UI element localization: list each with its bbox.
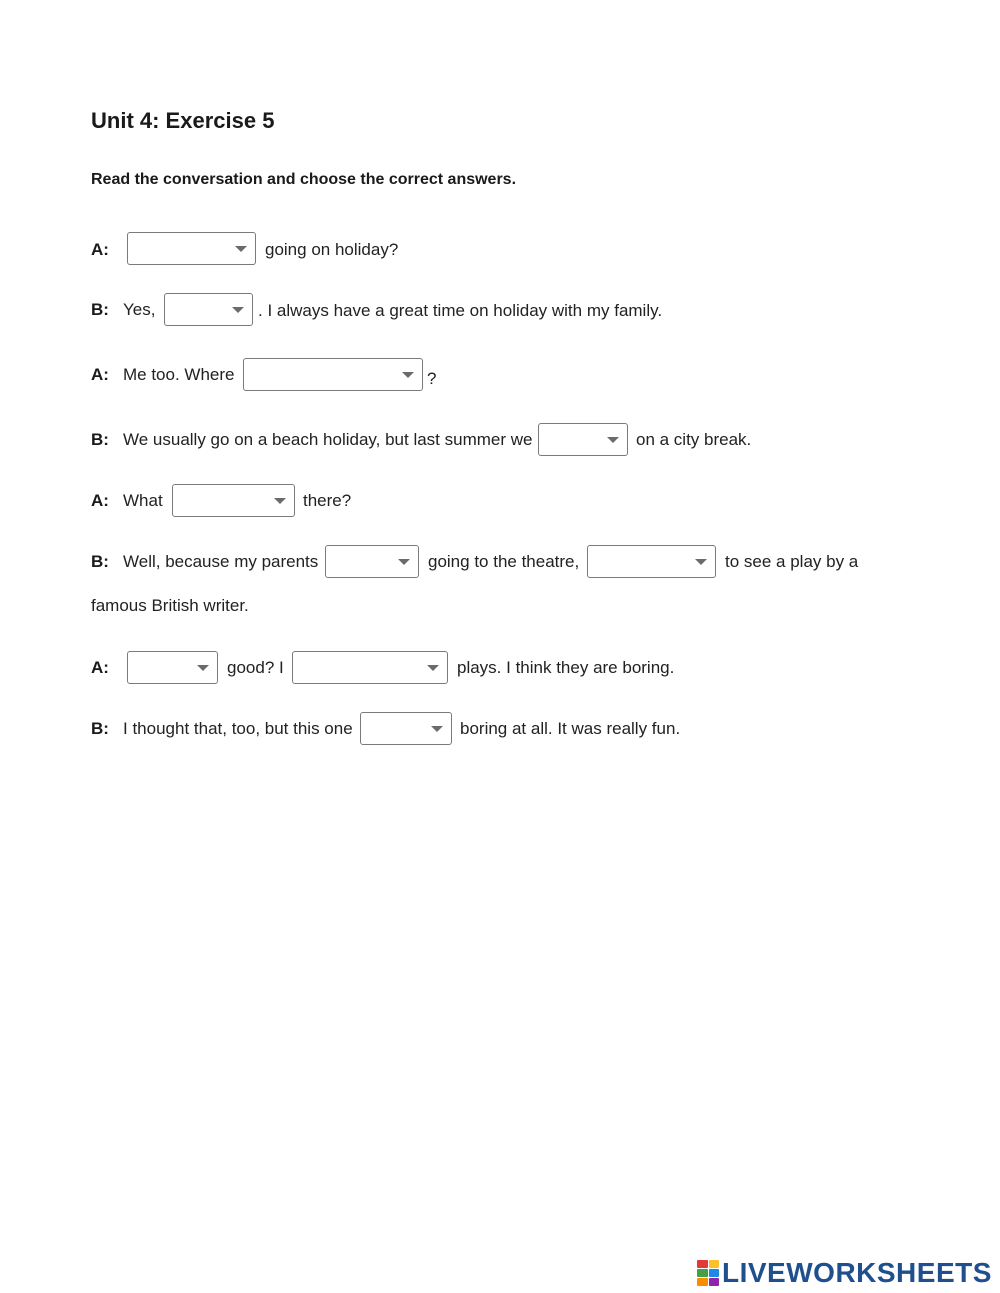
sentence-text: ? — [427, 369, 437, 388]
speaker-label: B: — [91, 300, 109, 319]
speaker-label: A: — [91, 658, 109, 677]
sentence-text: Well, because my parents — [123, 552, 319, 571]
speaker-label: B: — [91, 552, 109, 571]
logo-blocks-icon — [697, 1260, 719, 1286]
chevron-down-icon — [197, 665, 209, 671]
answer-dropdown-1[interactable] — [127, 232, 256, 265]
answer-dropdown-6[interactable] — [325, 545, 419, 578]
sentence-text: there? — [303, 491, 352, 510]
sentence-text: We usually go on a beach holiday, but last summer we — [123, 430, 533, 449]
speaker-label: A: — [91, 365, 109, 384]
sentence-text: plays. I think they are boring. — [457, 658, 675, 677]
sentence-text: going to the theatre, — [428, 552, 580, 571]
sentence-text: Yes, — [123, 300, 156, 319]
exercise-instructions: Read the conversation and choose the correct answers. — [91, 171, 517, 188]
chevron-down-icon — [402, 372, 414, 378]
chevron-down-icon — [274, 498, 286, 504]
logo-text: LIVEWORKSHEETS — [722, 1257, 992, 1288]
chevron-down-icon — [235, 246, 247, 252]
sentence-text: What — [123, 491, 163, 510]
answer-dropdown-3[interactable] — [243, 358, 423, 391]
chevron-down-icon — [607, 437, 619, 443]
chevron-down-icon — [695, 559, 707, 565]
speaker-label: A: — [91, 240, 109, 259]
answer-dropdown-2[interactable] — [164, 293, 253, 326]
sentence-text: . I always have a great time on holiday with my family. — [258, 301, 663, 320]
chevron-down-icon — [398, 559, 410, 565]
answer-dropdown-4[interactable] — [538, 423, 628, 456]
answer-dropdown-8[interactable] — [127, 651, 218, 684]
sentence-text: good? I — [227, 658, 284, 677]
answer-dropdown-9[interactable] — [292, 651, 448, 684]
chevron-down-icon — [232, 307, 244, 313]
sentence-text: famous British writer. — [91, 596, 249, 615]
speaker-label: B: — [91, 430, 109, 449]
sentence-text: I thought that, too, but this one — [123, 719, 353, 738]
speaker-label: B: — [91, 719, 109, 738]
chevron-down-icon — [427, 665, 439, 671]
speaker-label: A: — [91, 491, 109, 510]
sentence-text: to see a play by a — [725, 552, 859, 571]
liveworksheets-logo — [697, 1258, 992, 1288]
answer-dropdown-7[interactable] — [587, 545, 716, 578]
chevron-down-icon — [431, 726, 443, 732]
exercise-title: Unit 4: Exercise 5 — [91, 108, 275, 133]
answer-dropdown-5[interactable] — [172, 484, 295, 517]
sentence-text: going on holiday? — [265, 240, 399, 259]
sentence-text: boring at all. It was really fun. — [460, 719, 681, 738]
sentence-text: on a city break. — [636, 430, 752, 449]
sentence-text: Me too. Where — [123, 365, 235, 384]
answer-dropdown-10[interactable] — [360, 712, 452, 745]
